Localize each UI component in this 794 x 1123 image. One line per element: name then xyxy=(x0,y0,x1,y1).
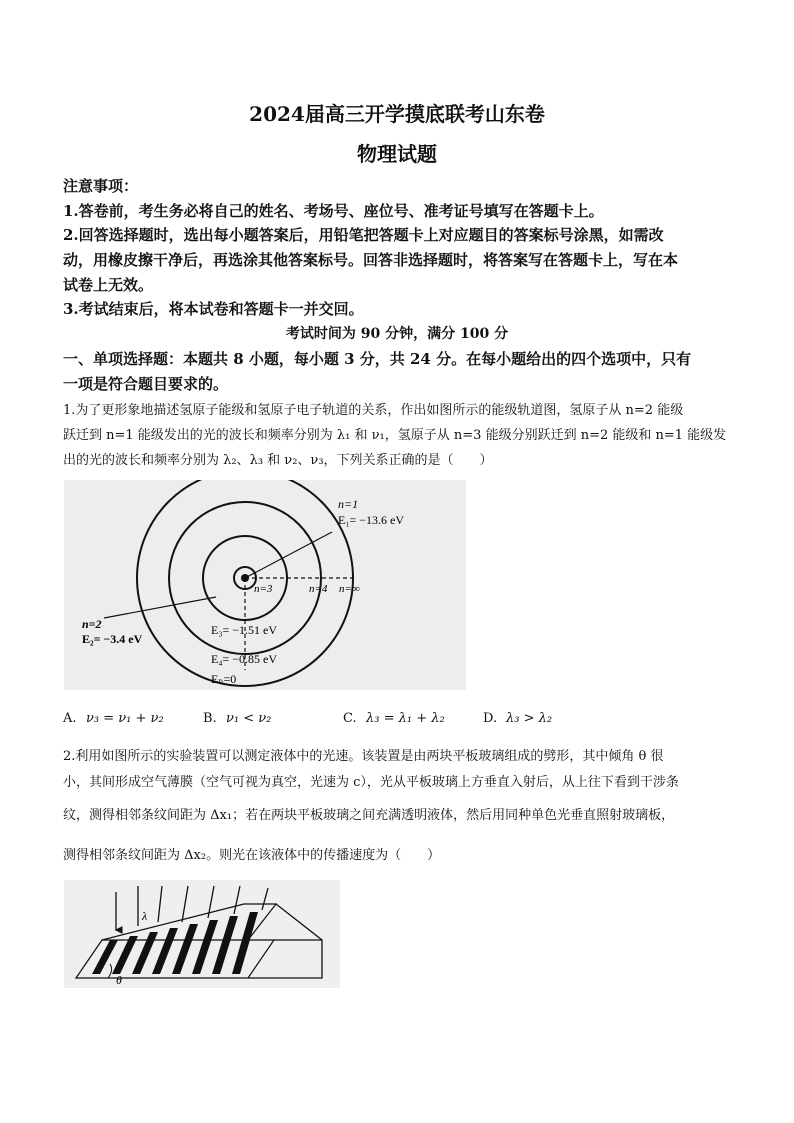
q2-figure xyxy=(64,880,340,988)
q1-option-b-letter: B. xyxy=(203,711,217,726)
notice-item-2-line-2: 动，用橡皮擦干净后，再选涂其他答案标号。回答非选择题时，将答案写在答题卡上，写在本 xyxy=(63,251,679,269)
light-ray-7 xyxy=(262,888,268,910)
notice-item-3: 3.考试结束后，将本试卷和答题卡一并交回。 xyxy=(63,300,364,318)
label-n2: n=2 xyxy=(82,617,102,631)
q2-stem-line-3: 纹，测得相邻条纹间距为 Δx₁；若在两块平板玻璃之间充满透明液体，然后用同种单色光垂直照射玻璃板， xyxy=(63,808,675,823)
label-ninf: n=∞ xyxy=(339,583,360,595)
label-n3: n=3 xyxy=(254,583,273,595)
light-ray-3 xyxy=(158,886,162,922)
label-n1: n=1 xyxy=(338,497,359,511)
notice-item-2-line-3: 试卷上无效。 xyxy=(63,276,154,294)
q1-option-b: ν₁ < ν₂ xyxy=(226,711,272,726)
page-title: 2024届高三开学摸底联考山东卷 xyxy=(249,102,545,126)
label-theta: θ xyxy=(116,973,122,987)
light-ray-4 xyxy=(182,886,188,922)
section-heading-line-1: 一、单项选择题：本题共 8 小题，每小题 3 分，共 24 分。在每小题给出的四个选项中，只有 xyxy=(63,350,692,368)
label-e3: E₃= −1.51 eV xyxy=(211,623,278,637)
label-e1: E₁= −13.6 eV xyxy=(338,513,405,527)
label-e4: E₄= −0.85 eV xyxy=(211,652,278,666)
q1-stem-line-1: 1.为了更形象地描述氢原子能级和氢原子电子轨道的关系，作出如图所示的能级轨道图，氢原子从 n=2 能级 xyxy=(63,403,684,418)
q2-stem-line-2: 小，其间形成空气薄膜（空气可视为真空，光速为 c），光从平板玻璃上方垂直入射后，从上往下看到干涉条 xyxy=(63,775,679,790)
notice-heading: 注意事项： xyxy=(63,177,139,195)
q2-stem-line-1: 2.利用如图所示的实验装置可以测定液体中的光速。该装置是由两块平板玻璃组成的劈形，其中倾角 θ 很 xyxy=(63,749,664,764)
q1-option-a: ν₃ = ν₁ + ν₂ xyxy=(86,711,164,726)
q2-stem-line-4: 测得相邻条纹间距为 Δx₂。则光在该液体中的传播速度为（ ） xyxy=(63,848,441,863)
notice-item-2-line-1: 2.回答选择题时，选出每小题答案后，用铅笔把答题卡上对应题目的答案标号涂黑，如需改 xyxy=(63,226,664,244)
energy-level-diagram xyxy=(64,480,466,690)
exam-info: 考试时间为 90 分钟，满分 100 分 xyxy=(285,326,509,342)
label-lambda: λ xyxy=(142,909,148,923)
q1-stem-line-2: 跃迁到 n=1 能级发出的光的波长和频率分别为 λ₁ 和 ν₁，氢原子从 n=3 能级分别跃迁到 n=2 能级和 n=1 能级发 xyxy=(63,428,727,443)
q1-option-c: λ₃ = λ₁ + λ₂ xyxy=(366,711,445,726)
support-block xyxy=(248,904,322,978)
label-e2: E₂= −3.4 eV xyxy=(82,632,143,646)
page-subtitle: 物理试题 xyxy=(357,142,437,166)
label-n4: n=4 xyxy=(309,583,328,595)
label-en: Eₙ=0 xyxy=(211,672,237,686)
q1-option-d-letter: D. xyxy=(483,711,498,726)
angle-arc xyxy=(108,964,112,978)
q1-stem-line-3: 出的光的波长和频率分别为 λ₂、λ₃ 和 ν₂、ν₃，下列关系正确的是（ ） xyxy=(63,453,493,468)
q1-option-c-letter: C. xyxy=(343,711,357,726)
notice-item-1: 1.答卷前，考生务必将自己的姓名、考场号、座位号、准考证号填写在答题卡上。 xyxy=(63,202,604,220)
light-ray-6 xyxy=(234,886,240,914)
q1-option-a-letter: A. xyxy=(63,711,77,726)
q1-figure xyxy=(64,480,466,690)
wedge-apparatus-diagram xyxy=(64,880,340,988)
section-heading-line-2: 一项是符合题目要求的。 xyxy=(63,375,229,393)
leader-n2 xyxy=(104,597,216,618)
q1-option-d: λ₃ > λ₂ xyxy=(506,711,553,726)
